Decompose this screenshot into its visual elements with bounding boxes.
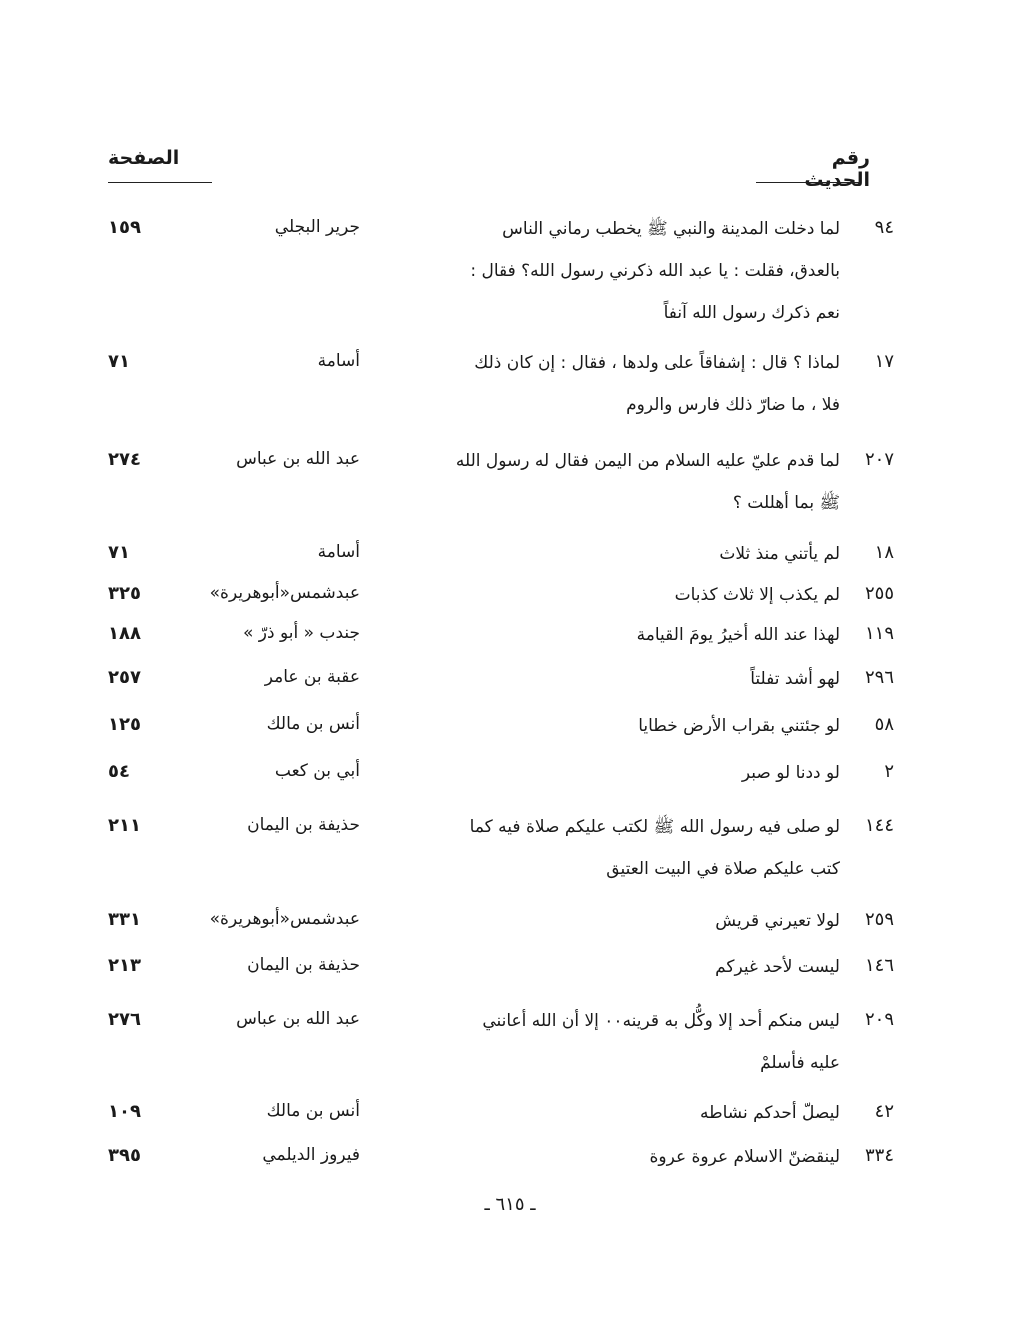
page-number: ٥٤	[108, 761, 130, 782]
hadith-number: ١٨	[874, 542, 894, 563]
page-number: ٢١١	[108, 815, 141, 836]
page-number: ٢٥٧	[108, 667, 141, 688]
narrator: عبدشمس«أبوهريرة»	[209, 909, 360, 929]
hadith-number: ١١٩	[864, 623, 894, 644]
hadith-text-line: ليس منكم أحد إلا وكُّل به قرينه٠٠ إلا أن الله أعانني	[482, 1011, 840, 1031]
narrator: أبي بن كعب	[274, 761, 360, 781]
page-number: ٢١٣	[108, 955, 141, 976]
page-number: ٣٩٥	[108, 1145, 141, 1166]
hadith-number: ٢٥٩	[864, 909, 894, 930]
hadith-text-line: كتب عليكم صلاة في البيت العتيق	[606, 859, 840, 879]
narrator: جرير البجلي	[274, 217, 360, 237]
hadith-text-line: لهذا عند الله أخيرُ يومَ القيامة	[636, 625, 840, 645]
narrator: أنس بن مالك	[266, 714, 360, 734]
hadith-text	[380, 1000, 840, 1084]
hadith-number: ٢٩٦	[864, 667, 894, 688]
hadith-text-line: لو جئتني بقراب الأرض خطايا	[638, 716, 840, 736]
hadith-number: ٩٤	[874, 217, 894, 238]
hadith-text-line: ليست لأحد غيركم	[715, 957, 840, 977]
hadith-text	[380, 658, 840, 700]
page-number: ١٢٥	[108, 714, 141, 735]
hadith-text	[380, 574, 840, 616]
narrator: جندب « أبو ذرّ »	[243, 623, 360, 643]
hadith-text	[380, 1136, 840, 1178]
page-number: ٧١	[108, 542, 130, 563]
hadith-text-line: لماذا ؟ قال : إشفاقاً على ولدها ، فقال : إن كان ذلك	[474, 353, 840, 373]
hadith-text	[380, 533, 840, 575]
hadith-text-line: فلا ، ما ضارّ ذلك فارس والروم	[626, 395, 840, 415]
hadith-text	[380, 705, 840, 747]
hadith-text	[380, 208, 840, 334]
narrator: حذيفة بن اليمان	[247, 815, 360, 835]
hadith-text-line: ﷺ بما أهللت ؟	[732, 493, 840, 513]
page-number: ١٥٩	[108, 217, 141, 238]
header-underline-right	[756, 182, 860, 183]
hadith-text-line: لما قدم عليّ عليه السلام من اليمن فقال له رسول الله	[455, 451, 840, 471]
hadith-text-line: لينقضنّ الاسلام عروة عروة	[649, 1147, 840, 1167]
hadith-text-line: لو صلى فيه رسول الله ﷺ لكتب عليكم صلاة فيه كما	[469, 817, 840, 837]
hadith-number: ٢٠٩	[864, 1009, 894, 1030]
page-number-footer: ـ ٦١٥ ـ	[484, 1194, 536, 1215]
narrator: عبد الله بن عباس	[236, 449, 360, 469]
page-number: ٢٧٦	[108, 1009, 141, 1030]
hadith-text-line: نعم ذكرك رسول الله آنفاً	[663, 303, 840, 323]
hadith-text	[380, 614, 840, 656]
page-number: ٧١	[108, 351, 130, 372]
narrator: عبدشمس«أبوهريرة»	[209, 583, 360, 603]
hadith-number: ٢٠٧	[864, 449, 894, 470]
hadith-text-line: عليه فأسلمْ	[760, 1053, 840, 1073]
hadith-text	[380, 752, 840, 794]
page-number: ٣٣١	[108, 909, 141, 930]
hadith-text-line: لولا تعيرني قريش	[715, 911, 840, 931]
narrator: أنس بن مالك	[266, 1101, 360, 1121]
hadith-text-line: لما دخلت المدينة والنبي ﷺ يخطب رماني الناس	[502, 219, 840, 239]
hadith-number-header: رقم الحديث	[804, 147, 870, 191]
hadith-number: ٢٥٥	[864, 583, 894, 604]
hadith-text	[380, 1092, 840, 1134]
hadith-text-line: لم يكذب إلا ثلاث كذبات	[674, 585, 840, 605]
hadith-text-line: ليصلّ أحدكم نشاطه	[699, 1103, 840, 1123]
hadith-number: ٢	[884, 761, 894, 782]
hadith-text	[380, 440, 840, 524]
hadith-text	[380, 900, 840, 942]
hadith-number: ٤٢	[874, 1101, 894, 1122]
narrator: فيروز الديلمي	[262, 1145, 360, 1165]
hadith-text	[380, 342, 840, 426]
header-underline-left	[108, 182, 212, 183]
hadith-text-line: بالعدق، فقلت : يا عبد الله ذكرني رسول الله؟ فقال :	[470, 261, 840, 281]
page-header: الصفحة	[108, 147, 180, 169]
page-number: ١٨٨	[108, 623, 141, 644]
hadith-text-line: لو ددنا لو صبر	[741, 763, 840, 783]
narrator: أسامة	[317, 542, 360, 562]
page-number: ٢٧٤	[108, 449, 141, 470]
hadith-number: ٣٣٤	[864, 1145, 894, 1166]
narrator: أسامة	[317, 351, 360, 371]
hadith-text	[380, 806, 840, 890]
hadith-text-line: لهو أشد تفلتاً	[750, 669, 840, 689]
hadith-text	[380, 946, 840, 988]
narrator: عقبة بن عامر	[264, 667, 360, 687]
narrator: حذيفة بن اليمان	[247, 955, 360, 975]
hadith-number: ١٧	[874, 351, 894, 372]
page-number: ١٠٩	[108, 1101, 141, 1122]
narrator: عبد الله بن عباس	[236, 1009, 360, 1029]
page-number: ٣٢٥	[108, 583, 141, 604]
hadith-number: ٥٨	[874, 714, 894, 735]
hadith-number: ١٤٤	[864, 815, 894, 836]
hadith-number: ١٤٦	[864, 955, 894, 976]
hadith-text-line: لم يأتني منذ ثلاث	[719, 544, 840, 564]
